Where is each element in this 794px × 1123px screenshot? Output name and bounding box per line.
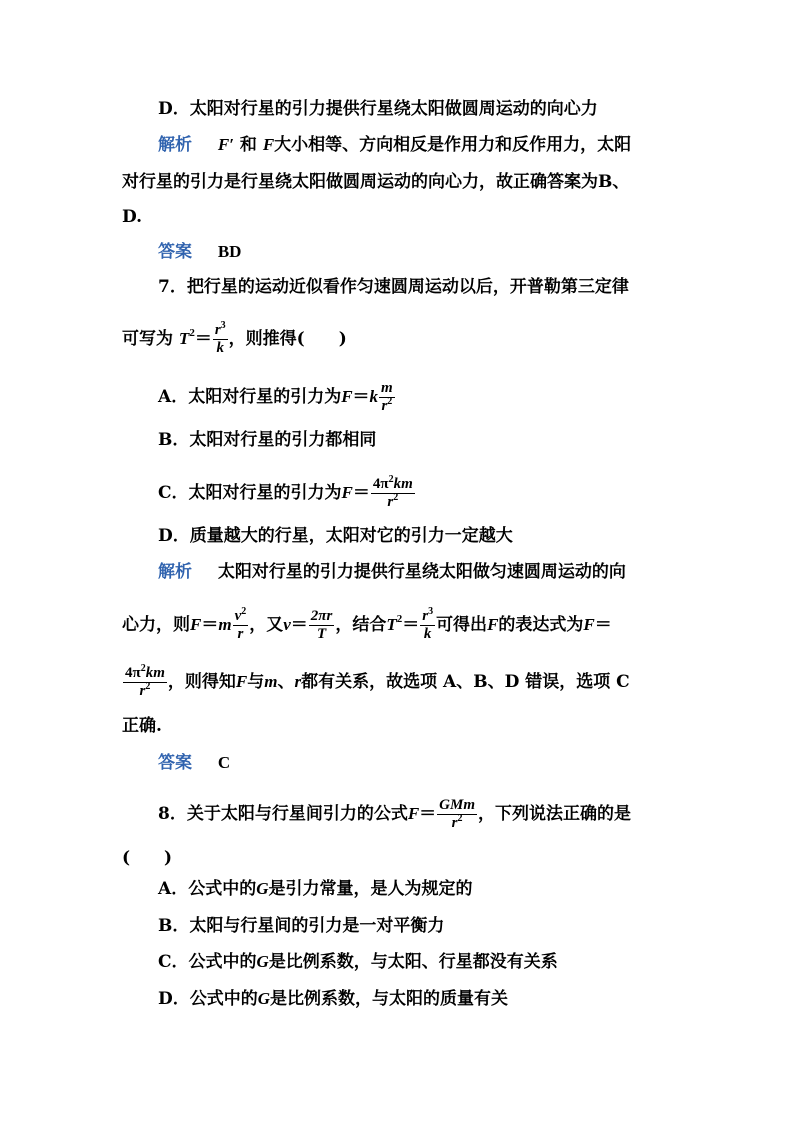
q6-analysis-line1: [158, 133, 718, 157]
answer-value: BD: [217, 242, 242, 261]
fraction-m-over-r2: $\frac{m}{r^2}$: [381, 380, 393, 414]
q7-stem-line1: 7．把行星的运动近似看作匀速圆周运动以后，开普勒第三定律: [158, 277, 629, 297]
analysis-label: 解析: [158, 562, 192, 582]
fraction-4pi2km-over-r2: $\frac{4\pi^2km}{r^2}$: [125, 663, 165, 699]
q7-analysis-line3: $\frac{4\pi^2km}{r^2}$ ，则得知F与m、r都有关系，故选项 A、B、D 错误，选项 C: [125, 663, 630, 699]
q7-analysis-line1: [158, 560, 718, 584]
text: 太阳对行星的引力提供行星绕太阳做匀速圆周运动的向: [217, 562, 626, 582]
fraction-r3-over-k: $\frac{r^3}{k}$: [214, 320, 226, 356]
math-eq: ＝: [194, 329, 212, 348]
text: A．太阳对行星的引力为: [158, 387, 342, 407]
analysis-label: 解析: [158, 135, 192, 155]
q8-option-c: C．公式中的G是比例系数，与太阳、行星都没有关系: [158, 952, 558, 972]
q6-answer: [158, 240, 718, 264]
q7-answer: [158, 751, 718, 775]
q7-analysis-line2: 心力，则F＝m $\frac{v^2}{r}$ ，又v＝ $\frac{2\pi r}{T}$ ，结合$T^2=$ $\frac{r^3}{k}$ 可得出F的表达式为F＝: [122, 606, 612, 642]
answer-label: 答案: [158, 242, 192, 262]
fraction-2pir-over-t: $\frac{2\pi r}{T}$: [310, 608, 333, 642]
text: ，则推得( ): [228, 329, 347, 349]
fraction-r3-over-k: $\frac{r^3}{k}$: [422, 606, 434, 642]
math-t: T: [178, 329, 190, 348]
fraction-gmm-over-r2: $\frac{\text{GMm}}{r^2}$: [439, 797, 476, 831]
q6-analysis-line3: D.: [122, 207, 143, 227]
text: 可写为: [122, 329, 173, 349]
q7-option-c: C．太阳对行星的引力为F＝ $\frac{4\pi^2km}{r^2}$: [158, 474, 413, 510]
q8-option-b: B．太阳与行星间的引力是一对平衡力: [158, 916, 445, 936]
q7-stem-line2: [122, 322, 682, 357]
q6-analysis-line2: 对行星的引力是行星绕太阳做圆周运动的向心力，故正确答案为B、: [122, 172, 630, 192]
q6-option-d: D．太阳对行星的引力提供行星绕太阳做圆周运动的向心力: [158, 99, 598, 119]
q8-option-d: D．公式中的G是比例系数，与太阳的质量有关: [158, 989, 509, 1009]
q8-stem-line1: 8．关于太阳与行星间引力的公式F＝ $\frac{\text{GMm}}{r^2}$ ，下列说法正确的是: [158, 797, 632, 831]
q8-option-a: A．公式中的G是引力常量，是人为规定的: [158, 879, 473, 899]
q7-analysis-line4: 正确.: [122, 716, 162, 736]
math-exp: 2: [189, 327, 195, 339]
q7-option-a: A．太阳对行星的引力为F＝k $\frac{m}{r^2}$: [158, 380, 393, 414]
fraction-v2-over-r: $\frac{v^2}{r}$: [234, 606, 247, 642]
q7-option-d: D．质量越大的行星，太阳对它的引力一定越大: [158, 526, 513, 546]
text: 大小相等、方向相反是作用力和反作用力，太阳: [274, 135, 632, 155]
q7-option-b: B．太阳对行星的引力都相同: [158, 430, 377, 450]
text: 和: [239, 135, 257, 155]
math-f: F: [262, 135, 275, 154]
math-f-prime: F′: [217, 135, 234, 154]
answer-label: 答案: [158, 753, 192, 773]
q8-stem-line2: ( ): [122, 848, 173, 868]
text: C．太阳对行星的引力为: [158, 483, 342, 503]
fraction-4pi2km-over-r2: $\frac{4\pi^2km}{r^2}$: [372, 474, 413, 510]
answer-value: C: [217, 753, 231, 772]
